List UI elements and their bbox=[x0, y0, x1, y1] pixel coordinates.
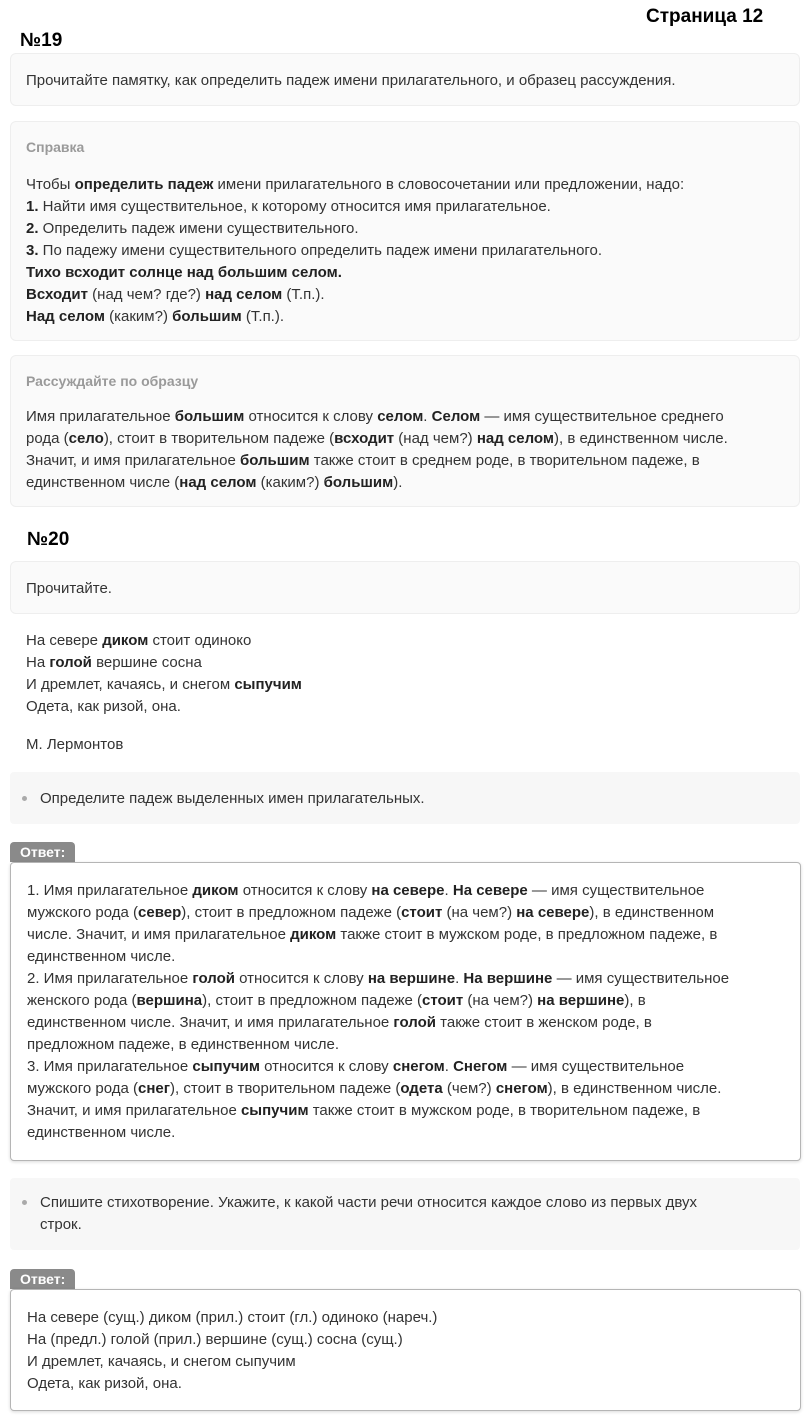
poem bbox=[26, 630, 302, 718]
text-line: Одета, как ризой, она. bbox=[27, 1375, 182, 1392]
text-line: единственном числе (над селом (каким?) большим). bbox=[26, 474, 403, 491]
text-line: мужского рода (снег), стоит в творительном падеже (одета (чем?) снегом), в единственном числе. bbox=[27, 1080, 722, 1097]
answer-1-text bbox=[27, 880, 729, 1144]
answer-1-box bbox=[10, 862, 801, 1161]
text-line: 3. По падежу имени существительного определить падеж имени прилагательного. bbox=[26, 242, 603, 259]
text-line: 1. Найти имя существительное, к которому относится имя прилагательное. bbox=[26, 198, 551, 215]
text-line: единственном числе. bbox=[27, 1124, 176, 1141]
text-line: 3. Имя прилагательное сыпучим относится к слову снегом. Снегом — имя существительное bbox=[27, 1058, 685, 1075]
text-line: На севере диком стоит одиноко bbox=[26, 632, 252, 649]
question-2-text bbox=[40, 1192, 697, 1236]
text-line: женского рода (вершина), стоит в предложном падеже (стоит (на чем?) на вершине), в bbox=[27, 992, 646, 1009]
text-line: Всходит (над чем? где?) над селом (Т.п.). bbox=[26, 286, 325, 303]
text-line: Тихо всходит солнце над большим селом. bbox=[26, 264, 342, 281]
reference-text bbox=[26, 174, 684, 328]
text-line: числе. Значит, и имя прилагательное диком также стоит в мужском роде, в предложном падеже, в bbox=[27, 926, 718, 943]
page-number: Страница 12 bbox=[646, 6, 764, 27]
text-line: единственном числе. Значит, и имя прилагательное голой также стоит в женском роде, в bbox=[27, 1014, 652, 1031]
sample-text bbox=[26, 406, 728, 494]
text-line: Значит, и имя прилагательное сыпучим также стоит в мужском роде, в творительном падеже, в bbox=[27, 1102, 701, 1119]
bullet-icon bbox=[22, 1200, 27, 1205]
text-line: Значит, и имя прилагательное большим также стоит в среднем роде, в творительном падеже, в bbox=[26, 452, 700, 469]
sample-title: Рассуждайте по образцу bbox=[26, 373, 199, 389]
text-line: единственном числе. bbox=[27, 948, 176, 965]
task-20-instruction: Прочитайте. bbox=[26, 580, 112, 597]
question-2 bbox=[10, 1178, 800, 1250]
text-line: рода (село), стоит в творительном падеже (всходит (над чем?) над селом), в единственном числе. bbox=[26, 430, 728, 447]
task-20-number: №20 bbox=[27, 529, 70, 550]
answer-1-label: Ответ: bbox=[10, 842, 75, 862]
task-19-instruction: Прочитайте памятку, как определить падеж имени прилагательного, и образец рассуждения. bbox=[26, 72, 676, 89]
text-line: 1. Имя прилагательное диком относится к слову на севере. На севере — имя существительное bbox=[27, 882, 705, 899]
bullet-icon bbox=[22, 796, 27, 801]
text-line: 2. Определить падеж имени существительного. bbox=[26, 220, 359, 237]
text-line: мужского рода (север), стоит в предложном падеже (стоит (на чем?) на севере), в единственном bbox=[27, 904, 715, 921]
reference-title: Справка bbox=[26, 139, 85, 155]
text-line: Спишите стихотворение. Укажите, к какой части речи относится каждое слово из первых двух bbox=[40, 1194, 698, 1211]
text-line: На севере (сущ.) диком (прил.) стоит (гл.) одиноко (нареч.) bbox=[27, 1309, 438, 1326]
task-19-instruction-box bbox=[10, 53, 800, 106]
text-line: предложном падеже, в единственном числе. bbox=[27, 1036, 339, 1053]
text-line: На голой вершине сосна bbox=[26, 654, 202, 671]
answer-2-box bbox=[10, 1289, 801, 1411]
text-line: И дремлет, качаясь, и снегом сыпучим bbox=[26, 676, 302, 693]
text-line: Имя прилагательное большим относится к слову селом. Селом — имя существительное среднего bbox=[26, 408, 724, 425]
reference-box bbox=[10, 121, 800, 341]
answer-2-label: Ответ: bbox=[10, 1269, 75, 1289]
text-line: Одета, как ризой, она. bbox=[26, 698, 181, 715]
task-19-number: №19 bbox=[20, 30, 63, 51]
question-1 bbox=[10, 772, 800, 824]
text-line: строк. bbox=[40, 1216, 82, 1233]
poem-author: М. Лермонтов bbox=[26, 736, 124, 753]
task-20-instruction-box bbox=[10, 561, 800, 614]
text-line: И дремлет, качаясь, и снегом сыпучим bbox=[27, 1353, 296, 1370]
text-line: Над селом (каким?) большим (Т.п.). bbox=[26, 308, 285, 325]
question-1-text: Определите падеж выделенных имен прилагательных. bbox=[40, 790, 425, 807]
sample-box bbox=[10, 355, 800, 507]
text-line: Чтобы определить падеж имени прилагательного в словосочетании или предложении, надо: bbox=[26, 176, 685, 193]
text-line: 2. Имя прилагательное голой относится к слову на вершине. На вершине — имя существительное bbox=[27, 970, 730, 987]
answer-2-text bbox=[27, 1307, 437, 1395]
text-line: На (предл.) голой (прил.) вершине (сущ.) сосна (сущ.) bbox=[27, 1331, 403, 1348]
